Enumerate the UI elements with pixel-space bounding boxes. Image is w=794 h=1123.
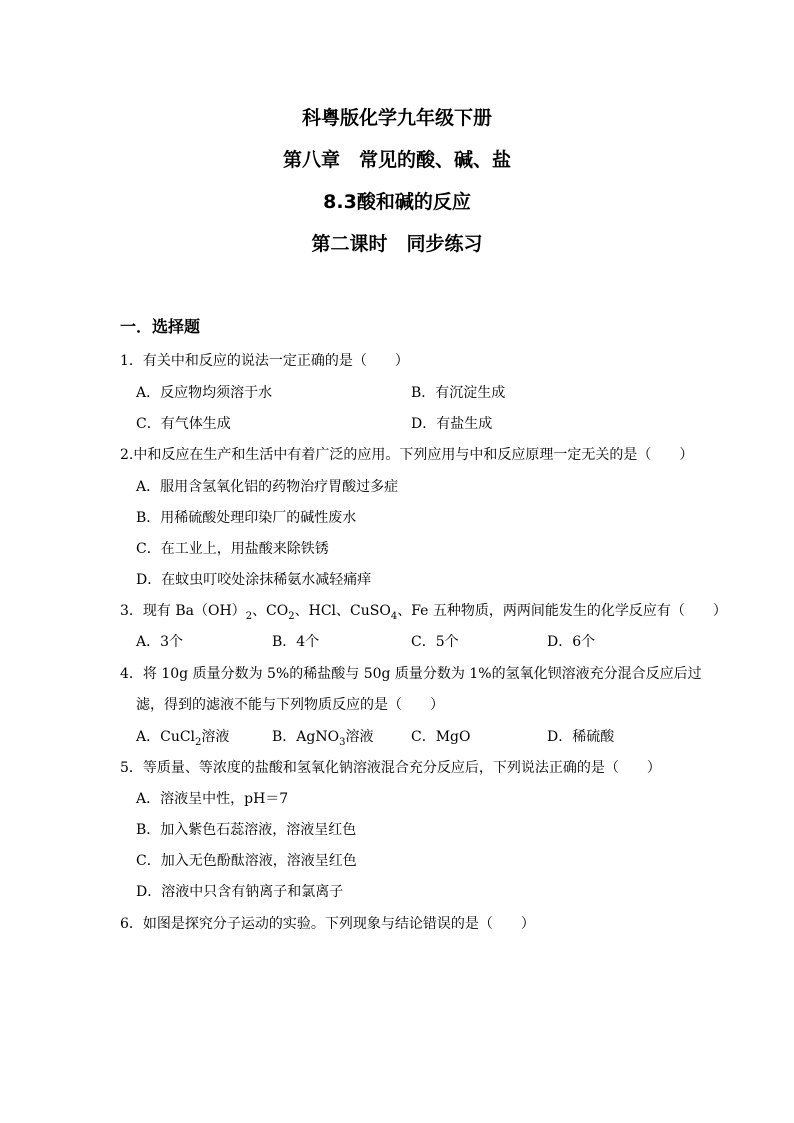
doc-title: 科粤版化学九年级下册 (301, 107, 492, 129)
question-5-stem: 5．等质量、等浓度的盐酸和氢氧化钠溶液混合充分反应后，下列说法正确的是（ ） (120, 760, 661, 776)
question-3-option-b: B．4个 (272, 634, 320, 650)
question-5-option-c: C．加入无色酚酞溶液，溶液呈红色 (136, 853, 357, 869)
question-2-stem: 2.中和反应在生产和生活中有着广泛的应用。下列应用与中和反应原理一定无关的是（ ） (120, 447, 694, 463)
question-3-stem: 3．现有 $Ba(OH)_2$、$CO_2$、HCl、CuSO$_4$、Fe 五种物质，两两间能发生的化学反应有（ ） (120, 603, 727, 622)
question-5-option-a: A．溶液呈中性，pH＝7 (136, 791, 289, 807)
lesson-title: 8.3酸和碱的反应 (323, 191, 471, 213)
section-heading: 一．选择题 (120, 317, 201, 336)
chapter-title: 第八章 常见的酸、碱、盐 (282, 149, 511, 171)
question-2-option-a: A．服用含氢氧化铝的药物治疗胃酸过多症 (136, 479, 399, 495)
question-3-option-d: D．6个 (547, 634, 596, 650)
question-1-option-d: D．有盐生成 (411, 416, 493, 432)
question-5-option-d: D．溶液中只含有钠离子和氯离子 (136, 884, 344, 900)
question-1-option-b: B．有沉淀生成 (411, 385, 506, 401)
question-2-option-b: B．用稀硫酸处理印染厂的碱性废水 (136, 510, 357, 526)
question-1-stem: 1．有关中和反应的说法一定正确的是（ ） (120, 353, 409, 369)
question-5-option-b: B．加入紫色石蕊溶液，溶液呈红色 (136, 822, 357, 838)
question-3-option-a: A．3个 (136, 634, 184, 650)
question-4-option-b: B．AgNO$_3$溶液 (272, 729, 374, 748)
question-6-stem: 6．如图是探究分子运动的实验。下列现象与结论错误的是（ ） (120, 916, 535, 932)
question-3-option-c: C．5个 (411, 634, 459, 650)
question-1-option-c: C．有气体生成 (136, 416, 231, 432)
session-title: 第二课时 同步练习 (311, 233, 483, 255)
question-1-option-a: A．反应物均须溶于水 (136, 385, 273, 401)
question-4-option-c: C．MgO (411, 729, 471, 745)
question-4-stem-line2: 滤，得到的滤液不能与下列物质反应的是（ ） (136, 697, 444, 713)
question-4-option-d: D．稀硫酸 (547, 729, 615, 745)
question-2-option-d: D．在蚊虫叮咬处涂抹稀氨水减轻痛痒 (136, 572, 372, 588)
question-4-stem-line1: 4．将 10g 质量分数为 5%的稀盐酸与 50g 质量分数为 1%的氢氧化钡溶液充分混合反应后过 (120, 666, 702, 682)
question-2-option-c: C．在工业上，用盐酸来除铁锈 (136, 541, 329, 557)
question-4-option-a: A．CuCl$_2$溶液 (136, 729, 230, 748)
